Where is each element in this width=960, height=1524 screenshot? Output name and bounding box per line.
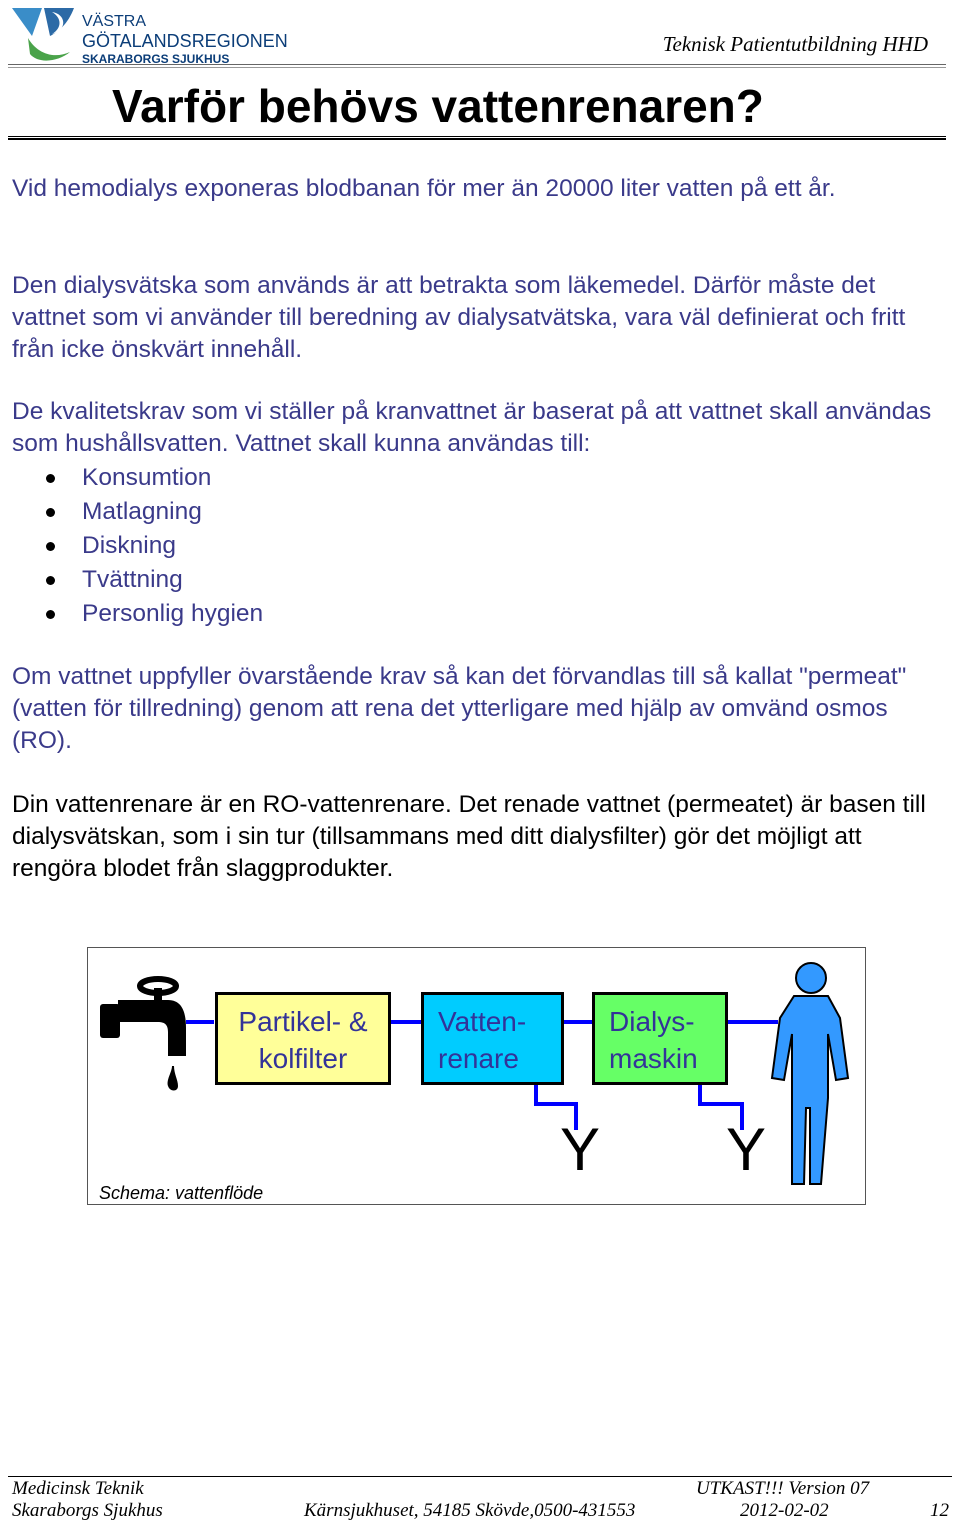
footer-department: Medicinsk Teknik xyxy=(12,1478,144,1499)
bullet-icon xyxy=(46,474,55,483)
list-item: Diskning xyxy=(46,529,263,563)
bullet-icon xyxy=(46,508,55,517)
list-item: Konsumtion xyxy=(46,461,263,495)
paragraph-dialysis-fluid: Den dialysvätska som används är att betrakta som läkemedel. Därför måste det vattnet som vi använder till beredning av dialysatvätska, vara väl definierat och fritt från icke önskvärt innehåll. xyxy=(12,272,906,363)
list-item: Personlig hygien xyxy=(46,597,263,631)
title-divider xyxy=(8,136,946,140)
drain-symbol: Y xyxy=(560,1116,601,1183)
faucet-icon xyxy=(100,979,214,1091)
paragraph-permeate: Om vattnet uppfyller övarstående krav så kan det förvandlas till så kallat "permeat" (vatten för tillredning) genom att rena det ytterligare med hjälp av omvänd osmos (RO). xyxy=(12,663,907,754)
svg-text:VÄSTRA: VÄSTRA xyxy=(82,13,147,30)
water-flow-diagram xyxy=(87,947,866,1205)
paragraph-exposure: Vid hemodialys exponeras blodbanan för mer än 20000 liter vatten på ett år. xyxy=(12,175,836,202)
header-document-title: Teknisk Patientutbildning HHD xyxy=(662,32,928,56)
paragraph-quality-requirements: De kvalitetskrav som vi ställer på kranvattnet är baserat på att vattnet skall användas som hushållsvatten. Vattnet skall kunna användas till: xyxy=(12,398,932,457)
vgr-logo xyxy=(8,2,308,66)
footer-hospital: Skaraborgs Sjukhus xyxy=(12,1500,163,1521)
list-item: Tvättning xyxy=(46,563,263,597)
footer-date: 2012-02-02 xyxy=(740,1500,829,1521)
list-item: Matlagning xyxy=(46,495,263,529)
bullet-icon xyxy=(46,610,55,619)
header-divider xyxy=(8,64,946,68)
footer-page-number: 12 xyxy=(930,1500,949,1521)
footer-divider xyxy=(8,1476,952,1477)
svg-text:SKARABORGS SJUKHUS: SKARABORGS SJUKHUS xyxy=(82,52,230,66)
patient-icon xyxy=(772,963,848,1184)
drain-symbol: Y xyxy=(726,1116,767,1183)
footer-address: Kärnsjukhuset, 54185 Skövde,0500-431553 xyxy=(304,1500,636,1521)
footer-version: UTKAST!!! Version 07 xyxy=(696,1478,870,1499)
water-purifier-box: Vatten- renare xyxy=(421,992,564,1085)
dialysis-machine-box: Dialys- maskin xyxy=(592,992,728,1085)
bullet-icon xyxy=(46,576,55,585)
diagram-caption: Schema: vattenflöde xyxy=(99,1183,264,1203)
usage-list xyxy=(46,461,263,631)
page-title: Varför behövs vattenrenaren? xyxy=(112,80,764,132)
bullet-icon xyxy=(46,542,55,551)
paragraph-ro-purifier: Din vattenrenare är en RO-vattenrenare. Det renade vattnet (permeatet) är basen till dialysvätskan, som i sin tur (tillsammans med ditt dialysfilter) gör det möjligt att rengöra blodet från slaggprodukter. xyxy=(12,791,926,882)
filter-box: Partikel- & kolfilter xyxy=(215,992,391,1085)
svg-text:GÖTALANDSREGIONEN: GÖTALANDSREGIONEN xyxy=(82,31,288,51)
